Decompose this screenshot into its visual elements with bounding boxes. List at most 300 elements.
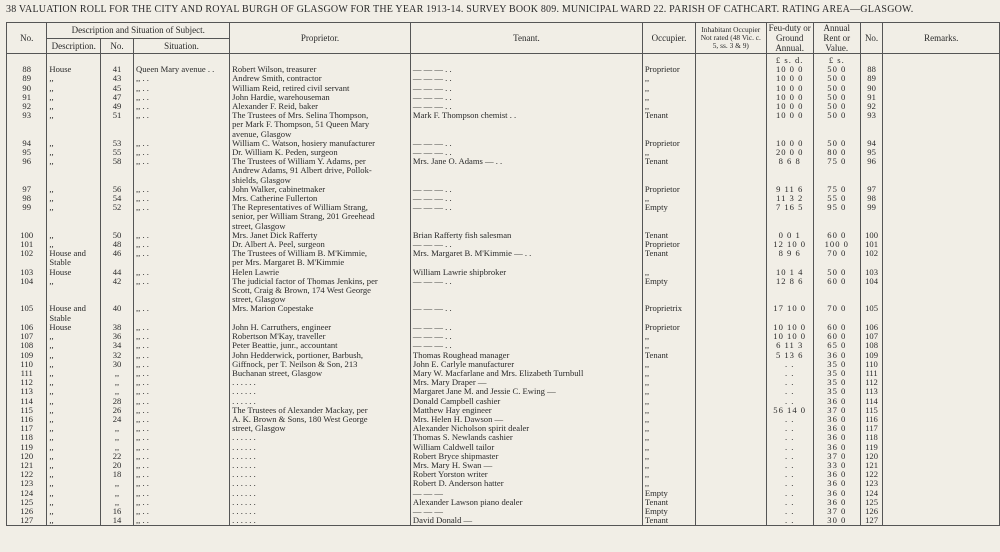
occupier-cell: Proprietor [642, 185, 695, 194]
entry-no-cell: 92 [7, 102, 47, 111]
situation-cell: ,, . . [134, 470, 230, 479]
header-annual-rent: Annual Rent or Value. [813, 23, 860, 54]
remarks-cell [883, 148, 1000, 157]
tenant-cell: Robert Yorston writer [410, 470, 642, 479]
header-remarks: Remarks. [883, 23, 1000, 54]
feu-duty-cell: 8 9 6 [766, 249, 813, 258]
tenant-cell: Donald Campbell cashier [410, 397, 642, 406]
remarks-cell [883, 130, 1000, 139]
description-cell: House [47, 268, 101, 277]
occupier-cell: Tenant [642, 498, 695, 507]
occupier-cell: Proprietor [642, 139, 695, 148]
table-row [7, 286, 1000, 295]
remarks-cell [883, 415, 1000, 424]
situation-cell: ,, . . [134, 369, 230, 378]
entry-no-cell [7, 286, 47, 295]
occupier-cell: Tenant [642, 157, 695, 166]
house-no-cell: 30 [101, 360, 134, 369]
inhabitant-occupier-cell [696, 498, 766, 507]
tenant-cell: Mark F. Thompson chemist . . [410, 111, 642, 120]
situation-cell: ,, . . [134, 332, 230, 341]
occupier-cell [642, 130, 695, 139]
description-cell: ,, [47, 185, 101, 194]
description-cell: House [47, 65, 101, 74]
annual-rent-cell: 60 0 [813, 277, 860, 286]
inhabitant-occupier-cell [696, 387, 766, 396]
remarks-cell [883, 203, 1000, 212]
inhabitant-occupier-cell [696, 378, 766, 387]
feu-duty-cell: . . [766, 516, 813, 526]
entry-no-cell [7, 120, 47, 129]
annual-rent-cell: 100 0 [813, 240, 860, 249]
situation-cell: ,, . . [134, 397, 230, 406]
table-row [7, 185, 1000, 194]
proprietor-cell: Robertson M'Kay, traveller [230, 332, 411, 341]
table-row [7, 351, 1000, 360]
remarks-cell [883, 461, 1000, 470]
situation-cell: ,, . . [134, 360, 230, 369]
house-no-cell: ,, [101, 498, 134, 507]
remarks-cell [883, 378, 1000, 387]
annual-rent-cell: 55 0 [813, 194, 860, 203]
table-row [7, 111, 1000, 120]
valuation-table [6, 22, 1000, 526]
entry-no-cell: 95 [7, 148, 47, 157]
remarks-cell [883, 212, 1000, 221]
occupier-cell: ,, [642, 397, 695, 406]
entry-no-cell: 121 [7, 461, 47, 470]
feu-duty-cell: . . [766, 461, 813, 470]
inhabitant-occupier-cell [696, 185, 766, 194]
table-row [7, 304, 1000, 313]
tenant-cell: David Donald — [410, 516, 642, 526]
table-row [7, 397, 1000, 406]
occupier-cell [642, 212, 695, 221]
occupier-cell: Empty [642, 507, 695, 516]
entry-no-cell: 90 [7, 84, 47, 93]
table-row [7, 470, 1000, 479]
entry-no-right-cell [860, 314, 883, 323]
tenant-cell: Matthew Hay engineer [410, 406, 642, 415]
proprietor-cell: John Walker, cabinetmaker [230, 185, 411, 194]
remarks-cell [883, 470, 1000, 479]
remarks-cell [883, 240, 1000, 249]
remarks-cell [883, 323, 1000, 332]
inhabitant-occupier-cell [696, 479, 766, 488]
house-no-cell: 55 [101, 148, 134, 157]
description-cell: ,, [47, 498, 101, 507]
proprietor-cell: . . . . . . [230, 443, 411, 452]
proprietor-cell: . . . . . . [230, 479, 411, 488]
situation-cell [134, 286, 230, 295]
tenant-cell: Mrs. Jane O. Adams — . . [410, 157, 642, 166]
table-row [7, 54, 1000, 66]
house-no-cell [101, 258, 134, 267]
entry-no-cell: 123 [7, 479, 47, 488]
annual-rent-cell: 80 0 [813, 148, 860, 157]
description-cell: ,, [47, 84, 101, 93]
annual-rent-cell: 35 0 [813, 387, 860, 396]
remarks-cell [883, 433, 1000, 442]
situation-cell: ,, . . [134, 203, 230, 212]
table-row [7, 176, 1000, 185]
tenant-cell: Alexander Lawson piano dealer [410, 498, 642, 507]
situation-cell [134, 295, 230, 304]
inhabitant-occupier-cell [696, 332, 766, 341]
feu-duty-cell [766, 314, 813, 323]
feu-duty-cell: 10 0 0 [766, 74, 813, 83]
description-cell: ,, [47, 93, 101, 102]
occupier-cell [642, 176, 695, 185]
house-no-cell: 52 [101, 203, 134, 212]
entry-no-cell: 93 [7, 111, 47, 120]
entry-no-right-cell [860, 166, 883, 175]
inhabitant-occupier-cell [696, 212, 766, 221]
situation-cell: ,, . . [134, 424, 230, 433]
description-cell: ,, [47, 139, 101, 148]
annual-rent-cell: 75 0 [813, 157, 860, 166]
feu-duty-cell [766, 295, 813, 304]
entry-no-cell [7, 258, 47, 267]
entry-no-cell: 120 [7, 452, 47, 461]
entry-no-cell: 119 [7, 443, 47, 452]
remarks-cell [883, 93, 1000, 102]
tenant-cell: — — — . . [410, 65, 642, 74]
tenant-cell: Margaret Jane M. and Jessie C. Ewing — [410, 387, 642, 396]
description-cell: ,, [47, 231, 101, 240]
occupier-cell [642, 314, 695, 323]
tenant-cell: — — — . . [410, 74, 642, 83]
occupier-cell: ,, [642, 406, 695, 415]
remarks-cell [883, 443, 1000, 452]
feu-duty-cell [766, 166, 813, 175]
annual-rent-cell: 60 0 [813, 332, 860, 341]
table-row [7, 148, 1000, 157]
inhabitant-occupier-cell [696, 240, 766, 249]
entry-no-right-cell: 108 [860, 341, 883, 350]
inhabitant-occupier-cell [696, 424, 766, 433]
situation-cell: ,, . . [134, 84, 230, 93]
annual-rent-cell: 30 0 [813, 516, 860, 526]
table-row [7, 323, 1000, 332]
proprietor-cell: William C. Watson, hosiery manufacturer [230, 139, 411, 148]
entry-no-right-cell [860, 54, 883, 66]
house-no-cell: 26 [101, 406, 134, 415]
entry-no-cell [7, 295, 47, 304]
table-row [7, 479, 1000, 488]
proprietor-cell: Dr. Albert A. Peel, surgeon [230, 240, 411, 249]
entry-no-cell: 107 [7, 332, 47, 341]
situation-cell: ,, . . [134, 148, 230, 157]
house-no-cell: 16 [101, 507, 134, 516]
situation-cell: ,, . . [134, 406, 230, 415]
house-no-cell: 20 [101, 461, 134, 470]
proprietor-cell: . . . . . . [230, 489, 411, 498]
entry-no-cell: 88 [7, 65, 47, 74]
feu-duty-cell: . . [766, 489, 813, 498]
remarks-cell [883, 194, 1000, 203]
description-cell: ,, [47, 378, 101, 387]
entry-no-right-cell: 126 [860, 507, 883, 516]
inhabitant-occupier-cell [696, 397, 766, 406]
entry-no-right-cell [860, 130, 883, 139]
inhabitant-occupier-cell [696, 231, 766, 240]
entry-no-cell [7, 212, 47, 221]
house-no-cell: 18 [101, 470, 134, 479]
occupier-cell: ,, [642, 378, 695, 387]
entry-no-right-cell: 114 [860, 397, 883, 406]
entry-no-right-cell [860, 222, 883, 231]
table-row [7, 424, 1000, 433]
feu-duty-cell: 10 0 0 [766, 93, 813, 102]
entry-no-cell: 102 [7, 249, 47, 258]
description-cell: ,, [47, 157, 101, 166]
proprietor-cell: avenue, Glasgow [230, 130, 411, 139]
table-row [7, 369, 1000, 378]
feu-duty-cell: . . [766, 424, 813, 433]
inhabitant-occupier-cell [696, 286, 766, 295]
situation-cell: ,, . . [134, 111, 230, 120]
situation-cell: ,, . . [134, 102, 230, 111]
occupier-cell: ,, [642, 341, 695, 350]
situation-cell [134, 258, 230, 267]
proprietor-cell: street, Glasgow [230, 295, 411, 304]
description-cell: ,, [47, 102, 101, 111]
inhabitant-occupier-cell [696, 341, 766, 350]
remarks-cell [883, 102, 1000, 111]
proprietor-cell: Mrs. Marion Copestake [230, 304, 411, 313]
occupier-cell: ,, [642, 93, 695, 102]
entry-no-cell: 106 [7, 323, 47, 332]
annual-rent-cell [813, 258, 860, 267]
proprietor-cell: The Trustees of William Y. Adams, per [230, 157, 411, 166]
entry-no-right-cell: 97 [860, 185, 883, 194]
entry-no-right-cell: 90 [860, 84, 883, 93]
proprietor-cell: A. K. Brown & Sons, 180 West George [230, 415, 411, 424]
occupier-cell: Empty [642, 203, 695, 212]
proprietor-cell: The Trustees of Mrs. Selina Thompson, [230, 111, 411, 120]
header-no-right: No. [860, 23, 883, 54]
entry-no-cell [7, 222, 47, 231]
entry-no-right-cell: 116 [860, 415, 883, 424]
entry-no-right-cell: 115 [860, 406, 883, 415]
situation-cell [134, 222, 230, 231]
proprietor-cell: . . . . . . [230, 516, 411, 526]
tenant-cell [410, 258, 642, 267]
occupier-cell: ,, [642, 268, 695, 277]
annual-rent-cell: 36 0 [813, 470, 860, 479]
description-cell: House and [47, 304, 101, 313]
feu-duty-cell: 0 0 1 [766, 231, 813, 240]
entry-no-right-cell: 94 [860, 139, 883, 148]
house-no-cell: 53 [101, 139, 134, 148]
table-row [7, 378, 1000, 387]
description-cell: ,, [47, 489, 101, 498]
inhabitant-occupier-cell [696, 74, 766, 83]
header-feu-duty: Feu-duty or Ground Annual. [766, 23, 813, 54]
feu-duty-cell: 10 0 0 [766, 102, 813, 111]
remarks-cell [883, 268, 1000, 277]
description-cell: ,, [47, 470, 101, 479]
proprietor-cell: street, Glasgow [230, 222, 411, 231]
description-cell: ,, [47, 203, 101, 212]
table-row [7, 84, 1000, 93]
remarks-cell [883, 424, 1000, 433]
proprietor-cell: Helen Lawrie [230, 268, 411, 277]
feu-duty-cell: 9 11 6 [766, 185, 813, 194]
situation-cell: ,, . . [134, 498, 230, 507]
entry-no-right-cell: 119 [860, 443, 883, 452]
remarks-cell [883, 516, 1000, 526]
feu-duty-cell: . . [766, 507, 813, 516]
proprietor-cell: senior, per William Strang, 201 Greehead [230, 212, 411, 221]
table-row [7, 240, 1000, 249]
situation-cell: ,, . . [134, 74, 230, 83]
remarks-cell [883, 341, 1000, 350]
feu-duty-cell: . . [766, 387, 813, 396]
description-cell [47, 212, 101, 221]
situation-cell: ,, . . [134, 415, 230, 424]
feu-duty-cell: 20 0 0 [766, 148, 813, 157]
entry-no-cell: 115 [7, 406, 47, 415]
annual-rent-cell: 35 0 [813, 369, 860, 378]
proprietor-cell: Robert Wilson, treasurer [230, 65, 411, 74]
annual-rent-cell: 50 0 [813, 93, 860, 102]
description-cell [47, 222, 101, 231]
feu-duty-cell: 10 10 0 [766, 332, 813, 341]
tenant-cell [410, 130, 642, 139]
feu-duty-cell: 10 0 0 [766, 84, 813, 93]
annual-rent-cell: 37 0 [813, 452, 860, 461]
annual-rent-cell: 50 0 [813, 84, 860, 93]
remarks-cell [883, 157, 1000, 166]
description-cell: ,, [47, 341, 101, 350]
inhabitant-occupier-cell [696, 415, 766, 424]
annual-rent-cell [813, 130, 860, 139]
inhabitant-occupier-cell [696, 258, 766, 267]
annual-rent-cell [813, 314, 860, 323]
house-no-cell: 41 [101, 65, 134, 74]
remarks-cell [883, 286, 1000, 295]
remarks-cell [883, 314, 1000, 323]
occupier-cell [642, 166, 695, 175]
entry-no-right-cell [860, 212, 883, 221]
house-no-cell: 14 [101, 516, 134, 526]
feu-duty-cell [766, 222, 813, 231]
tenant-cell [410, 120, 642, 129]
remarks-cell [883, 332, 1000, 341]
proprietor-cell: Buchanan street, Glasgow [230, 369, 411, 378]
feu-duty-cell: . . [766, 498, 813, 507]
entry-no-right-cell: 127 [860, 516, 883, 526]
annual-rent-cell [813, 176, 860, 185]
occupier-cell: ,, [642, 369, 695, 378]
occupier-cell: ,, [642, 470, 695, 479]
tenant-cell: Mrs. Helen H. Dawson — [410, 415, 642, 424]
occupier-cell [642, 54, 695, 66]
situation-cell: ,, . . [134, 323, 230, 332]
proprietor-cell: . . . . . . [230, 387, 411, 396]
annual-rent-cell: 35 0 [813, 360, 860, 369]
situation-cell: ,, . . [134, 268, 230, 277]
house-no-cell [101, 295, 134, 304]
entry-no-cell: 125 [7, 498, 47, 507]
inhabitant-occupier-cell [696, 102, 766, 111]
entry-no-right-cell: 99 [860, 203, 883, 212]
table-row [7, 249, 1000, 258]
proprietor-cell [230, 314, 411, 323]
situation-cell: ,, . . [134, 507, 230, 516]
description-cell [47, 120, 101, 129]
annual-rent-cell: 37 0 [813, 507, 860, 516]
remarks-cell [883, 166, 1000, 175]
entry-no-right-cell: 112 [860, 378, 883, 387]
entry-no-right-cell: 104 [860, 277, 883, 286]
situation-cell: ,, . . [134, 93, 230, 102]
description-cell: ,, [47, 424, 101, 433]
remarks-cell [883, 222, 1000, 231]
situation-cell: ,, . . [134, 452, 230, 461]
situation-cell: ,, . . [134, 157, 230, 166]
annual-rent-cell [813, 222, 860, 231]
description-cell: ,, [47, 479, 101, 488]
occupier-cell: ,, [642, 461, 695, 470]
proprietor-cell: Andrew Smith, contractor [230, 74, 411, 83]
header-inhabitant: Inhabitant Occupier Not rated (48 Vic. c. 5, ss. 3 & 9) [696, 23, 766, 54]
tenant-cell [410, 212, 642, 221]
proprietor-cell: The Representatives of William Strang, [230, 203, 411, 212]
remarks-cell [883, 406, 1000, 415]
house-no-cell [101, 176, 134, 185]
remarks-cell [883, 369, 1000, 378]
feu-duty-cell: 10 0 0 [766, 111, 813, 120]
description-cell: ,, [47, 148, 101, 157]
entry-no-right-cell: 111 [860, 369, 883, 378]
annual-rent-cell: 65 0 [813, 341, 860, 350]
annual-rent-cell: 60 0 [813, 323, 860, 332]
table-row [7, 222, 1000, 231]
tenant-cell: Mrs. Margaret B. M'Kimmie — . . [410, 249, 642, 258]
tenant-cell: — — — . . [410, 323, 642, 332]
entry-no-cell: 94 [7, 139, 47, 148]
entry-no-cell: 122 [7, 470, 47, 479]
description-cell: ,, [47, 360, 101, 369]
feu-duty-cell: . . [766, 470, 813, 479]
entry-no-cell: 99 [7, 203, 47, 212]
entry-no-right-cell: 96 [860, 157, 883, 166]
house-no-cell: ,, [101, 443, 134, 452]
tenant-cell: — — — . . [410, 93, 642, 102]
entry-no-cell: 89 [7, 74, 47, 83]
tenant-cell: Mrs. Mary Draper — [410, 378, 642, 387]
annual-rent-cell: 36 0 [813, 443, 860, 452]
house-no-cell: ,, [101, 433, 134, 442]
tenant-cell [410, 54, 642, 66]
table-row [7, 203, 1000, 212]
house-no-cell: ,, [101, 387, 134, 396]
situation-cell: ,, . . [134, 249, 230, 258]
remarks-cell [883, 176, 1000, 185]
feu-duty-cell [766, 212, 813, 221]
house-no-cell: ,, [101, 489, 134, 498]
feu-duty-cell: 5 13 6 [766, 351, 813, 360]
entry-no-right-cell: 123 [860, 479, 883, 488]
house-no-cell [101, 166, 134, 175]
inhabitant-occupier-cell [696, 222, 766, 231]
entry-no-right-cell: 102 [860, 249, 883, 258]
remarks-cell [883, 360, 1000, 369]
annual-rent-cell: 33 0 [813, 461, 860, 470]
